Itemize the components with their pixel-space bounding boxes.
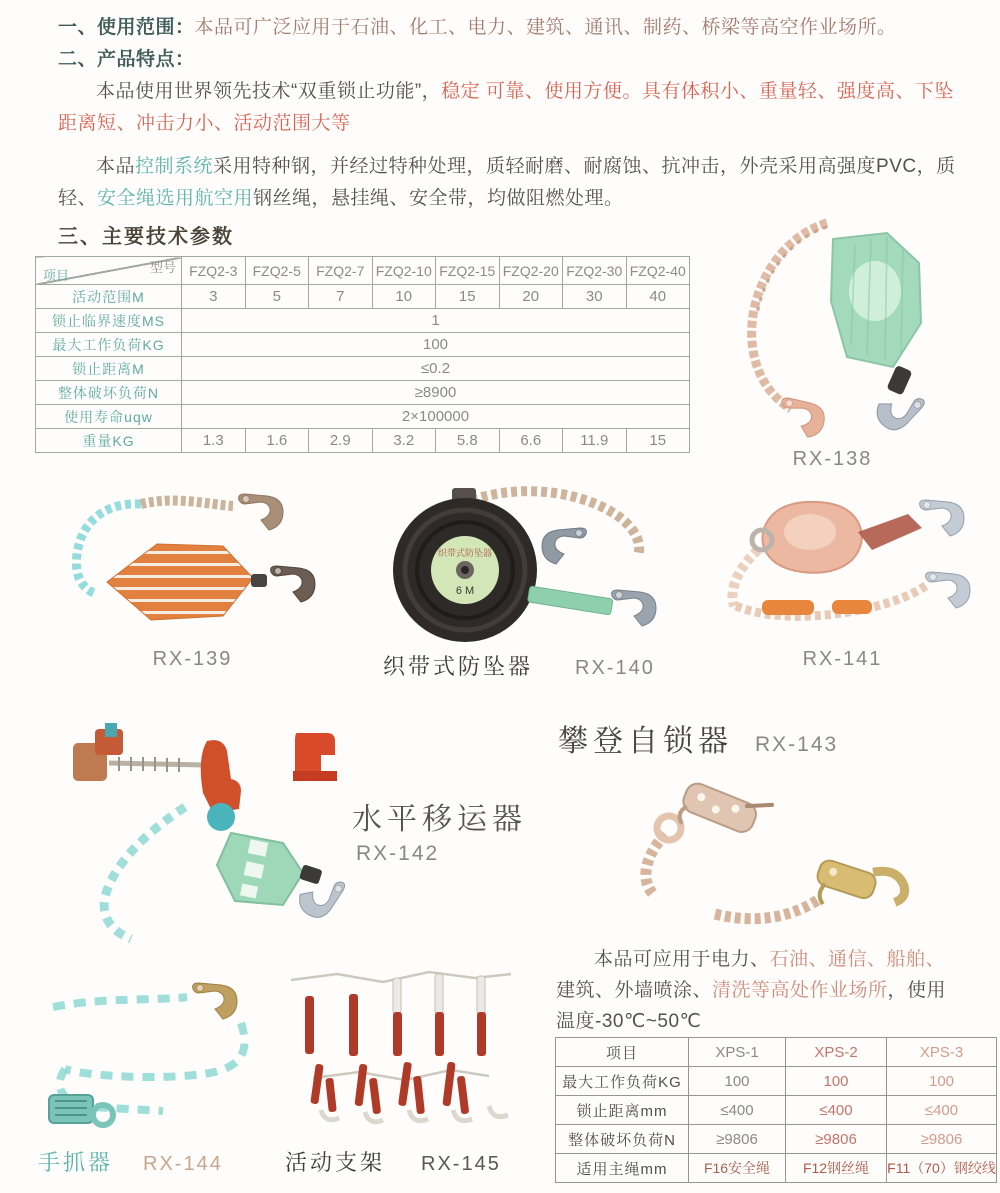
spec-row-weight xyxy=(36,429,690,453)
product-label-rx142: RX-142 xyxy=(356,842,440,865)
cell: 1.6 xyxy=(245,429,309,453)
spec-table xyxy=(35,256,690,453)
cell: 40 xyxy=(626,285,690,309)
model-header: FZQ2-10 xyxy=(372,257,436,285)
spec-row-max-load xyxy=(36,333,690,357)
xps-text-1: 本品可应用于电力、 xyxy=(594,949,770,970)
xps-text-2: 石油、通信、船舶、 xyxy=(769,949,946,970)
features-text-dark: 本品使用世界领先技术“双重锁止功能”， xyxy=(96,81,442,102)
corner-model-label: 型号 xyxy=(149,260,176,275)
product-image-rx138 xyxy=(715,205,950,450)
cell: ≥9806 xyxy=(887,1125,997,1154)
cell: 7 xyxy=(309,285,373,309)
row-label: 整体破坏负荷N xyxy=(556,1125,689,1154)
xps-header-row xyxy=(556,1038,997,1067)
product-label-rx144: RX-144 xyxy=(143,1153,223,1175)
spec-row-lifetime xyxy=(36,405,690,429)
product-image-rx140 xyxy=(380,482,665,653)
row-label: 锁止临界速度MS xyxy=(36,309,182,333)
cell: ≤400 xyxy=(786,1096,887,1125)
cell-span: ≤0.2 xyxy=(182,357,690,381)
product-name-rx140: 织带式防坠器 xyxy=(383,654,534,679)
xps-row-main-rope xyxy=(556,1154,997,1183)
xps-row-break-load xyxy=(556,1125,997,1154)
row-label: 最大工作负荷KG xyxy=(556,1067,689,1096)
disc-length-text: 6 M xyxy=(455,585,475,597)
model-header: FZQ2-7 xyxy=(309,257,373,285)
cell: 3 xyxy=(182,285,246,309)
row-label: 锁止距离M xyxy=(36,357,182,381)
material-text-1: 本品 xyxy=(96,156,136,177)
product-name-rx143: 攀登自锁器 xyxy=(558,725,733,758)
cell-span: 1 xyxy=(182,309,690,333)
material-text-4: 安全绳选用航空用 xyxy=(97,188,254,209)
cell: ≥9806 xyxy=(786,1125,887,1154)
spec-row-lock-distance xyxy=(36,357,690,381)
cell: 1.3 xyxy=(182,429,246,453)
product-image-rx139 xyxy=(45,482,340,649)
xps-model-header: XPS-1 xyxy=(689,1038,786,1067)
material-text-5: 钢丝绳，悬挂绳、安全带，均做阻燃处理。 xyxy=(253,188,624,209)
cell: 30 xyxy=(563,285,627,309)
cell: 5 xyxy=(245,285,309,309)
cell: 100 xyxy=(689,1067,786,1096)
row-label: 整体破坏负荷N xyxy=(36,381,182,405)
cell: 100 xyxy=(786,1067,887,1096)
xps-text-4: 清洗等高处作业场所 xyxy=(712,980,888,1001)
product-caption-rx143 xyxy=(558,716,838,760)
row-label: 重量KG xyxy=(36,429,182,453)
xps-text-5: ，使用温度-30℃~50℃ xyxy=(556,980,947,1032)
product-caption-rx140 xyxy=(383,650,655,681)
cell: F16安全绳 xyxy=(689,1154,786,1183)
model-header: FZQ2-40 xyxy=(626,257,690,285)
row-label: 适用主绳mm xyxy=(556,1154,689,1183)
xps-row-max-load xyxy=(556,1067,997,1096)
cell: 20 xyxy=(499,285,563,309)
model-header: FZQ2-15 xyxy=(436,257,500,285)
product-label-rx145: RX-145 xyxy=(421,1153,501,1175)
spec-corner-cell xyxy=(36,257,182,285)
product-image-rx144 xyxy=(35,975,270,1145)
model-header: FZQ2-20 xyxy=(499,257,563,285)
cell: F11（70）钢绞线 xyxy=(887,1154,997,1183)
features-heading: 二、产品特点： xyxy=(58,49,195,70)
cell-span: ≥8900 xyxy=(182,381,690,405)
product-name-rx144: 手抓器 xyxy=(38,1150,114,1175)
product-name-rx142: 水平移运器 xyxy=(352,803,527,836)
features-paragraph xyxy=(58,76,970,140)
product-image-rx141 xyxy=(710,488,975,645)
xps-row-lock-distance xyxy=(556,1096,997,1125)
xps-header-item: 项目 xyxy=(556,1038,689,1067)
row-label: 最大工作负荷KG xyxy=(36,333,182,357)
product-image-rx143 xyxy=(595,762,935,939)
model-header: FZQ2-3 xyxy=(182,257,246,285)
usage-text: 本品可广泛应用于石油、化工、电力、建筑、通讯、制药、桥梁等高空作业场所。 xyxy=(194,17,897,38)
spec-row-lock-speed xyxy=(36,309,690,333)
model-header: FZQ2-30 xyxy=(563,257,627,285)
xps-text-3: 建筑、外墙喷涂、 xyxy=(556,980,713,1001)
intro-section xyxy=(58,12,970,215)
cell: ≤400 xyxy=(689,1096,786,1125)
product-caption-rx145 xyxy=(285,1146,501,1177)
cell: F12钢丝绳 xyxy=(786,1154,887,1183)
cell-span: 2×100000 xyxy=(182,405,690,429)
row-label: 活动范围M xyxy=(36,285,182,309)
row-label: 使用寿命uqw xyxy=(36,405,182,429)
cell: ≥9806 xyxy=(689,1125,786,1154)
spec-section-heading: 三、主要技术参数 xyxy=(58,226,234,248)
cell: 100 xyxy=(887,1067,997,1096)
product-label-rx139: RX-139 xyxy=(152,648,233,670)
usage-line xyxy=(58,12,970,44)
cell: 3.2 xyxy=(372,429,436,453)
row-label: 锁止距离mm xyxy=(556,1096,689,1125)
xps-application-text xyxy=(556,944,958,1037)
usage-heading: 一、使用范围： xyxy=(58,17,195,38)
material-text-3: 采用特种钢，并经过特种处理，质轻耐磨、耐腐蚀、抗冲击，外壳采用高强度PVC，质轻、 xyxy=(58,156,956,209)
spec-header-row xyxy=(36,257,690,285)
material-text-2: 控制系统 xyxy=(135,156,214,177)
cell: 11.9 xyxy=(563,429,627,453)
cell: 15 xyxy=(626,429,690,453)
features-heading-line xyxy=(58,44,970,76)
product-name-rx145: 活动支架 xyxy=(285,1150,386,1175)
cell: 10 xyxy=(372,285,436,309)
model-header: FZQ2-5 xyxy=(245,257,309,285)
spec-row-break-load xyxy=(36,381,690,405)
features-text-red: 稳定 可靠、使用方便。具有体积小、重量轻、强度高、下坠距离短、冲击力小、活动范围大等 xyxy=(58,81,954,134)
product-image-rx145 xyxy=(283,960,518,1145)
spec-row-range xyxy=(36,285,690,309)
cell: 5.8 xyxy=(436,429,500,453)
product-caption-rx144 xyxy=(38,1146,223,1177)
corner-item-label: 项目 xyxy=(43,268,70,283)
product-image-rx142 xyxy=(35,715,350,955)
xps-model-header: XPS-2 xyxy=(786,1038,887,1067)
cell-span: 100 xyxy=(182,333,690,357)
product-label-rx140: RX-140 xyxy=(575,657,655,679)
cell: 2.9 xyxy=(309,429,373,453)
product-label-rx138: RX-138 xyxy=(792,448,873,470)
xps-table xyxy=(555,1037,997,1183)
cell: ≤400 xyxy=(887,1096,997,1125)
xps-model-header: XPS-3 xyxy=(887,1038,997,1067)
cell: 15 xyxy=(436,285,500,309)
cell: 6.6 xyxy=(499,429,563,453)
product-label-rx141: RX-141 xyxy=(802,648,883,670)
product-label-rx143: RX-143 xyxy=(755,733,839,756)
disc-brand-text: 织带式防坠器 xyxy=(437,548,493,558)
